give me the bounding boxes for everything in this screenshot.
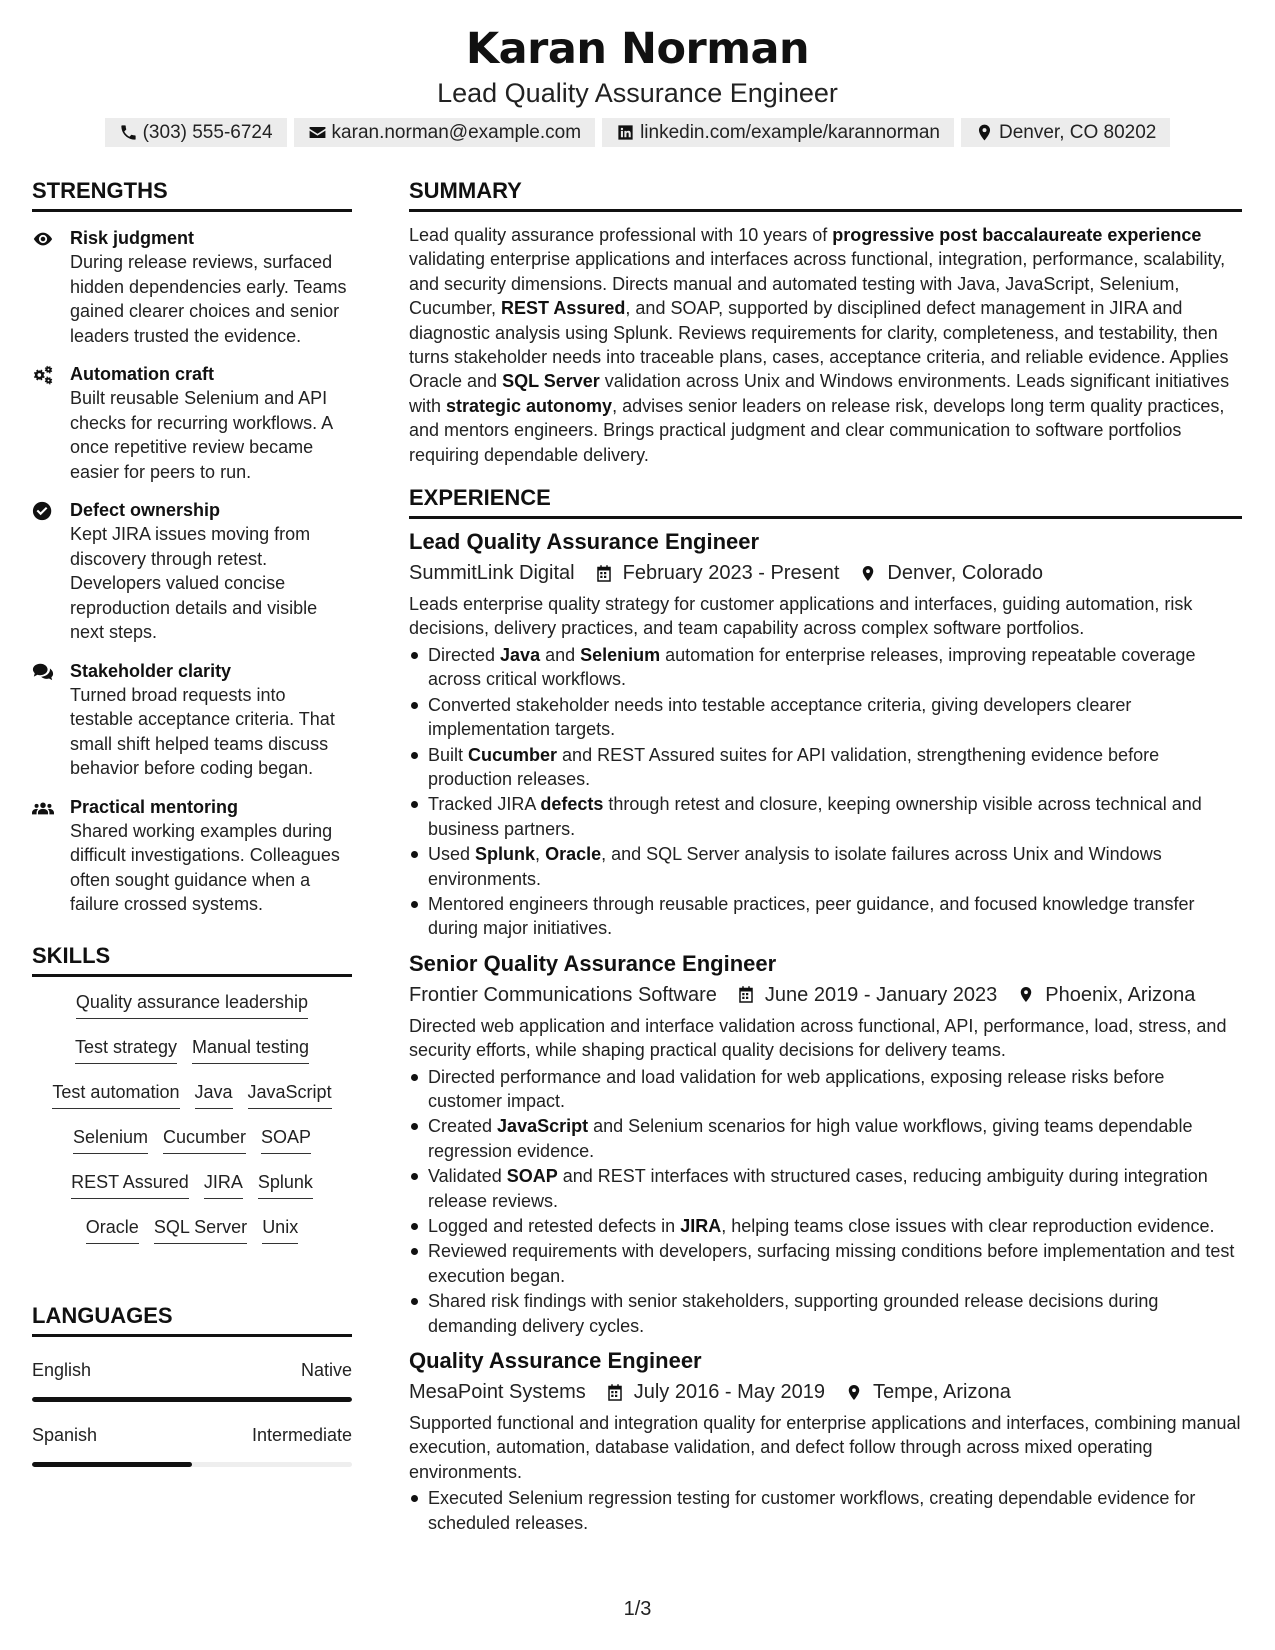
job-bullet: Shared risk findings with senior stakeholders, supporting grounded release decisions during demanding delivery cycles. <box>409 1289 1242 1338</box>
skill-tag: Oracle <box>86 1214 139 1244</box>
job-bullet: Tracked JIRA defects through retest and closure, keeping ownership visible across technical and business partners. <box>409 792 1242 841</box>
skill-tag: SOAP <box>261 1124 311 1154</box>
job-bullets <box>409 1486 1242 1535</box>
skills-heading: SKILLS <box>32 941 352 977</box>
location-pin-icon <box>845 1383 863 1402</box>
job-bullet: Directed Java and Selenium automation for enterprise releases, improving repeatable coverage across critical workflows. <box>409 643 1242 692</box>
strength-desc: During release reviews, surfaced hidden dependencies early. Teams gained clearer choices and senior leaders trusted the evidence. <box>70 252 347 346</box>
skill-tag: Unix <box>262 1214 298 1244</box>
job-entry <box>409 949 1242 1338</box>
languages-section <box>32 1301 352 1467</box>
skill-tag: Selenium <box>73 1124 148 1154</box>
job-title: Quality Assurance Engineer <box>409 1348 702 1374</box>
page-number: 1/3 <box>623 1598 652 1620</box>
skill-row <box>32 1214 352 1259</box>
skill-row <box>32 1034 352 1079</box>
job-bullet: Built Cucumber and REST Assured suites for API validation, strengthening evidence before production releases. <box>409 743 1242 792</box>
job-bullet: Directed performance and load validation for web applications, exposing release risks before customer impact. <box>409 1065 1242 1114</box>
skill-row <box>32 1079 352 1124</box>
strength-item <box>32 226 352 348</box>
job-bullet: Converted stakeholder needs into testable acceptance criteria, giving developers clearer implementation targets. <box>409 693 1242 742</box>
calendar-icon <box>595 564 613 583</box>
job-meta <box>409 980 1242 1010</box>
contact-linkedin[interactable] <box>602 118 954 147</box>
users-icon <box>32 798 54 818</box>
language-proficiency-fill <box>32 1397 352 1402</box>
contact-phone-text: (303) 555-6724 <box>142 121 273 143</box>
left-column <box>32 176 352 1467</box>
job-description: Supported functional and integration quality for enterprise applications and interfaces, combining manual execution, automation, database validation, and defect follow through across mixed operating environments. <box>409 1413 1241 1482</box>
location-pin-icon <box>975 123 994 142</box>
language-proficiency-bar <box>32 1397 352 1402</box>
phone-icon <box>119 123 138 142</box>
strength-item <box>32 659 352 781</box>
job-bullet: Mentored engineers through reusable practices, peer guidance, and focused knowledge transfer during major initiatives. <box>409 892 1242 941</box>
strength-desc: Kept JIRA issues moving from discovery through retest. Developers valued concise reproduction details and visible next steps. <box>70 524 318 642</box>
strength-desc: Turned broad requests into testable acceptance criteria. That small shift helped teams discuss behavior before coding began. <box>70 684 335 778</box>
calendar-icon <box>606 1383 624 1402</box>
strength-title: Automation craft <box>70 364 214 384</box>
candidate-name: Karan Norman <box>465 24 810 74</box>
gears-icon <box>32 365 54 385</box>
contact-location <box>961 118 1170 147</box>
location-pin-icon <box>1017 985 1035 1004</box>
strengths-heading: STRENGTHS <box>32 176 352 212</box>
job-location: Phoenix, Arizona <box>1045 983 1196 1006</box>
calendar-icon <box>737 985 755 1004</box>
language-proficiency-bar <box>32 1462 352 1467</box>
job-dates: July 2016 - May 2019 <box>633 1381 825 1404</box>
strength-title: Practical mentoring <box>70 796 239 817</box>
strength-item <box>32 498 352 645</box>
language-level: Intermediate <box>251 1424 352 1445</box>
language-name: Spanish <box>32 1424 98 1445</box>
job-meta <box>409 1377 1242 1407</box>
job-bullet: Logged and retested defects in JIRA, helping teams close issues with clear reproduction evidence. <box>409 1214 1242 1238</box>
language-item <box>32 1357 352 1402</box>
job-title: Senior Quality Assurance Engineer <box>409 950 777 976</box>
job-bullet: Used Splunk, Oracle, and SQL Server analysis to isolate failures across Unix and Windows environments. <box>409 842 1242 891</box>
strength-title: Risk judgment <box>70 228 195 248</box>
language-proficiency-fill <box>32 1462 192 1467</box>
skill-tag: Quality assurance leadership <box>76 989 308 1019</box>
strength-title: Defect ownership <box>70 500 221 520</box>
strength-item <box>32 795 352 917</box>
resume-header <box>0 22 1275 147</box>
job-entry <box>409 1346 1242 1535</box>
job-meta <box>409 558 1242 588</box>
contact-location-text: Denver, CO 80202 <box>999 121 1157 143</box>
job-description: Directed web application and interface validation across functional, API, performance, load, stress, and security efforts, while shaping practical quality decisions for delivery teams. <box>409 1015 1227 1061</box>
right-column <box>409 176 1242 1535</box>
contact-email-text: karan.norman@example.com <box>331 121 582 143</box>
location-pin-icon <box>859 564 877 583</box>
contact-linkedin-text: linkedin.com/example/karannorman <box>640 121 940 143</box>
experience-section <box>409 483 1242 1535</box>
skill-tag: JavaScript <box>248 1079 332 1109</box>
contact-phone[interactable] <box>105 118 287 147</box>
skill-row <box>32 1169 352 1214</box>
job-location: Tempe, Arizona <box>872 1381 1011 1404</box>
job-company: MesaPoint Systems <box>409 1381 586 1404</box>
skills-list <box>32 989 352 1259</box>
job-company: SummitLink Digital <box>409 562 575 585</box>
job-bullet: Created JavaScript and Selenium scenarios for high value workflows, giving teams dependable regression evidence. <box>409 1114 1242 1163</box>
experience-heading: EXPERIENCE <box>409 483 1242 519</box>
job-dates: February 2023 - Present <box>622 562 840 585</box>
summary-text: Lead quality assurance professional with 10 years of progressive post baccalaureate experience validating enterprise applications and interfaces across functional, integration, performance, scalability, and security dimensions. Directs manual and automated testing with Java, JavaScript, Selenium, Cucumber, REST Assured, and SOAP, supported by disciplined defect management in JIRA and diagnostic analysis using Splunk. Reviews requirements for clarity, completeness, and testability, then turns stakeholder needs into traceable plans, cases, acceptance criteria, and reliable evidence. Applies Oracle and SQL Server validation across Unix and Windows environments. Leads significant initiatives with strategic autonomy, advises senior leaders on release risk, develops long term quality practices, and mentors engineers. Brings practical judgment and clear communication to software portfolios requiring dependable delivery. <box>409 225 1230 465</box>
skills-section <box>32 941 352 1259</box>
contact-email[interactable] <box>294 118 596 147</box>
strength-item <box>32 362 352 484</box>
skill-row <box>32 989 352 1034</box>
summary-heading: SUMMARY <box>409 176 1242 212</box>
skill-tag: Test automation <box>52 1079 179 1109</box>
job-company: Frontier Communications Software <box>409 983 717 1006</box>
skill-tag: Manual testing <box>192 1034 309 1064</box>
job-description: Leads enterprise quality strategy for customer applications and interfaces, guiding automation, risk decisions, delivery practices, and team capability across complex software portfolios. <box>409 594 1193 639</box>
skill-tag: Java <box>195 1079 233 1109</box>
job-title: Lead Quality Assurance Engineer <box>409 529 760 555</box>
check-circle-icon <box>32 501 54 521</box>
envelope-icon <box>308 123 327 142</box>
skill-row <box>32 1124 352 1169</box>
language-name: English <box>32 1359 92 1380</box>
job-bullet: Reviewed requirements with developers, surfacing missing conditions before implementation and test execution began. <box>409 1239 1242 1288</box>
candidate-title: Lead Quality Assurance Engineer <box>437 78 838 108</box>
skill-tag: SQL Server <box>154 1214 247 1244</box>
linkedin-icon <box>616 123 635 142</box>
languages-heading: LANGUAGES <box>32 1301 352 1337</box>
job-bullets <box>409 1065 1242 1338</box>
skill-tag: Test strategy <box>75 1034 177 1064</box>
contact-bar <box>0 118 1275 147</box>
job-location: Denver, Colorado <box>887 562 1044 585</box>
skill-tag: JIRA <box>204 1169 243 1199</box>
job-bullet: Validated SOAP and REST interfaces with structured cases, reducing ambiguity during integration release reviews. <box>409 1164 1242 1213</box>
skill-tag: Cucumber <box>163 1124 246 1154</box>
job-dates: June 2019 - January 2023 <box>764 983 998 1006</box>
language-level: Native <box>300 1359 352 1380</box>
job-bullets <box>409 643 1242 941</box>
strength-title: Stakeholder clarity <box>70 660 232 681</box>
skill-tag: REST Assured <box>71 1169 189 1199</box>
strength-desc: Shared working examples during difficult investigations. Colleagues often sought guidance when a failure crossed systems. <box>70 820 340 914</box>
strength-desc: Built reusable Selenium and API checks for recurring workflows. A once repetitive review became easier for peers to run. <box>70 388 333 482</box>
comments-icon <box>32 662 54 682</box>
job-bullet: Executed Selenium regression testing for customer workflows, creating dependable evidence for scheduled releases. <box>409 1486 1242 1535</box>
job-entry <box>409 527 1242 941</box>
eye-icon <box>32 229 54 249</box>
language-item <box>32 1422 352 1467</box>
skill-tag: Splunk <box>258 1169 313 1199</box>
